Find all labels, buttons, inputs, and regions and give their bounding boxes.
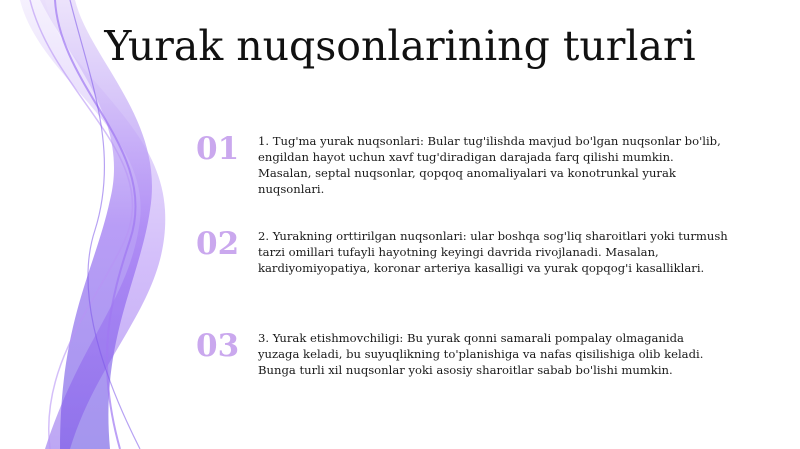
item-number: 01: [196, 131, 240, 167]
item-number: 03: [196, 328, 240, 364]
item-text: 1. Tug'ma yurak nuqsonlari: Bular tug'ilishda mavjud bo'lgan nuqsonlar bo'lib, engildan hayot uchun xavf tug'diradigan darajada farq qilishi mumkin. Masalan, septal nuqsonlar, qopqoq anomaliyalari va konotrunkal yurak nuqsonlari.: [258, 134, 721, 196]
item-text: 3. Yurak etishmovchiligi: Bu yurak qonni samarali pompalay olmaganida yuzaga keladi, bu suyuqlikning to'planishiga va nafas qisilishiga olib keladi. Bunga turli xil nuqsonlar yoki asosiy sharoitlar sabab bo'lishi mumkin.: [258, 331, 704, 377]
slide-title: Yurak nuqsonlarining turlari: [104, 22, 696, 70]
item-text: 2. Yurakning orttirilgan nuqsonlari: ular boshqa sog'liq sharoitlari yoki turmush tarzi omillari tufayli hayotning keyingi davrida rivojlanadi. Masalan, kardiyomiyopatiya, koronar arteriya kasalligi va yurak qopqog'i kasalliklari.: [258, 229, 728, 275]
item-number: 02: [196, 226, 240, 262]
